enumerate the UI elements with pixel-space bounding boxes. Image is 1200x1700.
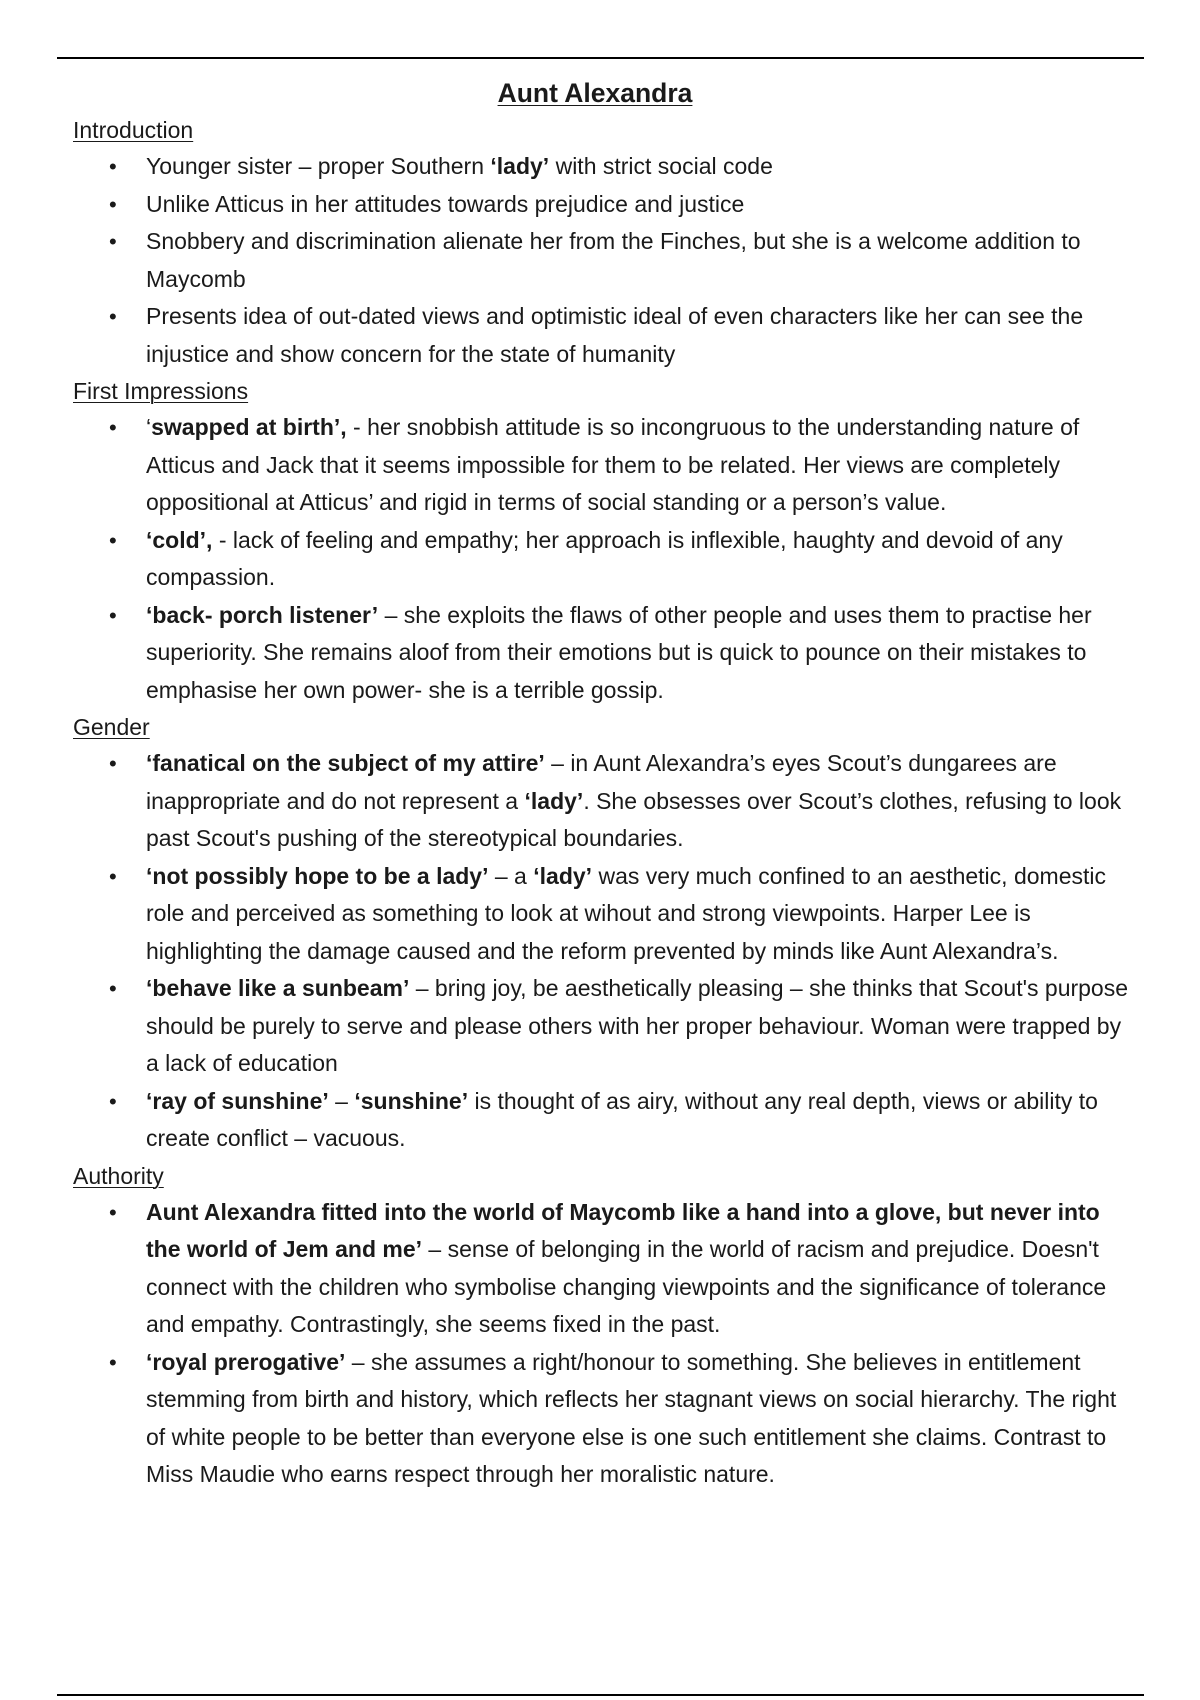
- quote-text: ‘lady’: [524, 787, 584, 814]
- body-text: – in Aunt Alexandra’s eyes Scout’s dungarees are inappropriate and do not represent a: [146, 750, 1057, 814]
- quote-text: ‘ray of sunshine’: [146, 1087, 329, 1114]
- list-item: [73, 970, 1133, 1083]
- bullet-icon: •: [109, 415, 117, 440]
- body-text: – a: [488, 862, 534, 889]
- bullet-icon: •: [109, 527, 117, 553]
- body-text: Snobbery and discrimination alienate her from the Finches, but she is a welcome addition to Maycomb: [146, 228, 1081, 292]
- list-item-text: [146, 522, 1133, 597]
- section-heading: First Impressions: [73, 378, 249, 404]
- list-item: [73, 1344, 1133, 1494]
- document-sections: [73, 112, 1133, 1494]
- quote-text: ‘fanatical on the subject of my attire’: [146, 750, 545, 776]
- bullet-list: [73, 148, 1133, 373]
- body-text: – sense of belonging in the world of racism and prejudice. Doesn't connect with the children who symbolise changing viewpoints and the significance of tolerance and empathy. Contrastingly, she seems fixed in the past.: [146, 1236, 1107, 1337]
- body-text: is thought of as airy, without any real depth, views or ability to create conflict – vacuous.: [146, 1087, 1098, 1151]
- bullet-icon: •: [109, 229, 117, 254]
- list-item: [73, 148, 1133, 186]
- quote-text: Aunt Alexandra fitted into the world of Maycomb like a hand into a glove, but never into the world of Jem and me’: [146, 1198, 1100, 1262]
- bottom-rule: [57, 1694, 1144, 1696]
- bullet-icon: •: [109, 751, 117, 776]
- quote-text: ‘behave like a sunbeam’: [146, 975, 410, 1001]
- list-item-text: [146, 858, 1133, 971]
- bullet-icon: •: [109, 304, 117, 329]
- bullet-icon: •: [109, 602, 117, 628]
- section-heading: Gender: [73, 714, 150, 740]
- list-item: [73, 223, 1133, 298]
- list-item: [73, 745, 1133, 858]
- quote-text: ‘sunshine’: [354, 1087, 469, 1114]
- body-text: Presents idea of out-dated views and optimistic ideal of even characters like her can see the injustice and show concern for the state of humanity: [146, 303, 1084, 367]
- list-item: [73, 597, 1133, 710]
- list-item: [73, 409, 1133, 522]
- body-text: - her snobbish attitude is so incongruous to the understanding nature of Atticus and Jack that it seems impossible for them to be related. Her views are completely oppositional at Atticus’ and rigid in terms of social standing or a person’s value.: [146, 414, 1080, 515]
- quote-text: ‘back- porch listener’: [146, 601, 379, 628]
- list-item: [73, 298, 1133, 373]
- list-item-text: [146, 597, 1133, 710]
- section-heading: Introduction: [73, 117, 194, 143]
- bullet-list: [73, 745, 1133, 1158]
- bullet-icon: •: [109, 863, 117, 889]
- quote-text: swapped at birth’,: [151, 414, 347, 440]
- quote-text: ‘not possibly hope to be a lady’: [146, 862, 489, 889]
- list-item: [73, 1083, 1133, 1158]
- body-text: . She obsesses over Scout’s clothes, refusing to look past Scout's pushing of the stereotypical boundaries.: [146, 787, 1122, 851]
- body-text: – she exploits the flaws of other people and uses them to practise her superiority. She remains aloof from their emotions but is quick to pounce on their mistakes to emphasise her own power- she is a terrible gossip.: [146, 601, 1092, 703]
- bullet-icon: •: [109, 1088, 117, 1114]
- list-item: [73, 858, 1133, 971]
- body-text: ‘: [146, 414, 152, 440]
- body-text: was very much confined to an aesthetic, domestic role and perceived as something to look at wihout and strong viewpoints. Harper Lee is highlighting the damage caused and the reform prevented by minds like Aunt Alexandra’s.: [146, 862, 1106, 964]
- top-rule: [57, 57, 1144, 59]
- list-item-text: [146, 409, 1133, 522]
- list-item-text: [146, 1083, 1133, 1158]
- document-page: [73, 74, 1133, 1494]
- list-item: [73, 186, 1133, 224]
- body-text: Unlike Atticus in her attitudes towards prejudice and justice: [146, 190, 745, 217]
- list-item-text: [146, 148, 1133, 186]
- document-title: Aunt Alexandra: [497, 78, 693, 108]
- quote-text: ‘cold’,: [146, 526, 213, 553]
- list-item-text: [146, 223, 1133, 298]
- bullet-icon: •: [109, 1349, 117, 1375]
- list-item-text: [146, 186, 1133, 224]
- body-text: –: [328, 1087, 355, 1114]
- bullet-icon: •: [109, 976, 117, 1001]
- list-item-text: [146, 970, 1133, 1083]
- quote-text: ‘lady’: [490, 153, 550, 179]
- list-item: [73, 1194, 1133, 1344]
- list-item-text: [146, 298, 1133, 373]
- body-text: - lack of feeling and empathy; her approach is inflexible, haughty and devoid of any compassion.: [146, 526, 1063, 590]
- list-item-text: [146, 1194, 1133, 1344]
- quote-text: ‘lady’: [533, 862, 593, 889]
- body-text: – bring joy, be aesthetically pleasing – she thinks that Scout's purpose should be purely to serve and please others with her proper behaviour. Woman were trapped by a lack of education: [146, 975, 1129, 1076]
- bullet-icon: •: [109, 1199, 117, 1225]
- list-item-text: [146, 1344, 1133, 1494]
- body-text: Younger sister – proper Southern: [146, 153, 491, 179]
- list-item: [73, 522, 1133, 597]
- bullet-list: [73, 1194, 1133, 1494]
- body-text: with strict social code: [549, 153, 773, 179]
- section-heading: Authority: [73, 1162, 164, 1189]
- bullet-list: [73, 409, 1133, 709]
- body-text: – she assumes a right/honour to something. She believes in entitlement stemming from birth and history, which reflects her stagnant views on social hierarchy. The right of white people to be better than everyone else is one such entitlement she claims. Contrast to Miss Maudie who earns respect through her moralistic nature.: [146, 1348, 1117, 1487]
- list-item-text: [146, 745, 1133, 858]
- bullet-icon: •: [109, 154, 117, 179]
- bullet-icon: •: [109, 191, 117, 217]
- quote-text: ‘royal prerogative’: [146, 1348, 346, 1375]
